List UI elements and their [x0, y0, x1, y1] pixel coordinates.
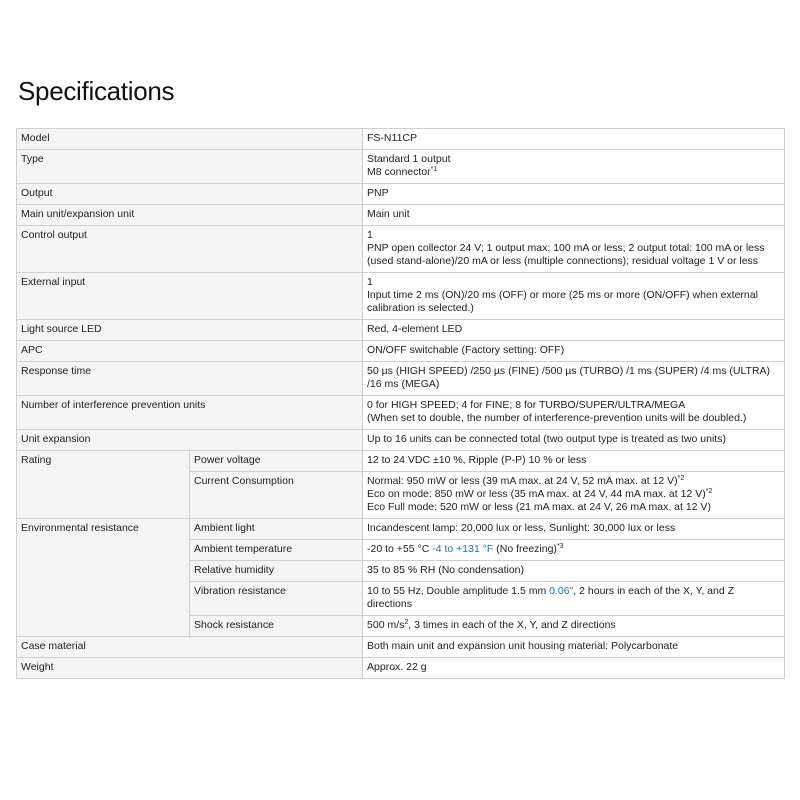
vibration-text-2: , 2 hours in each of the X, Y, and Z directions [367, 585, 735, 610]
table-row [17, 273, 785, 320]
sub-label-ambient-light: Ambient light [190, 519, 363, 540]
sub-label-shock: Shock resistance [190, 616, 363, 637]
shock-text: 500 m/s [367, 619, 405, 631]
row-value-type [363, 150, 785, 184]
row-label-weight: Weight [17, 658, 363, 679]
sub-label-current-consumption: Current Consumption [190, 472, 363, 519]
sub-label-power-voltage: Power voltage [190, 451, 363, 472]
sub-label-vibration: Vibration resistance [190, 582, 363, 616]
row-value-light-source: Red, 4-element LED [363, 320, 785, 341]
row-value-control-output [363, 226, 785, 273]
temp-celsius: -20 to +55 °C [367, 543, 433, 555]
consumption-normal [367, 475, 780, 488]
specifications-table [16, 128, 785, 679]
row-value-weight: Approx. 22 g [363, 658, 785, 679]
consumption-eco-full: Eco Full mode: 520 mW or less (21 mA max. at 24 V, 26 mA max. at 12 V) [367, 501, 711, 513]
table-row [17, 205, 785, 226]
table-row [17, 184, 785, 205]
temp-note: (No freezing) [493, 543, 557, 555]
table-row [17, 519, 785, 540]
row-label-environmental: Environmental resistance [17, 519, 190, 637]
external-input-line-1: 1 [367, 276, 373, 288]
row-value-ambient-light: Incandescent lamp: 20,000 lux or less, Sunlight: 30,000 lux or less [363, 519, 785, 540]
sub-label-ambient-temperature: Ambient temperature [190, 540, 363, 561]
footnote-marker: *1 [430, 166, 438, 173]
row-label-light-source: Light source LED [17, 320, 363, 341]
row-value-vibration [363, 582, 785, 616]
row-label-response-time: Response time [17, 362, 363, 396]
row-value-power-voltage: 12 to 24 VDC ±10 %, Ripple (P-P) 10 % or less [363, 451, 785, 472]
row-value-current-consumption [363, 472, 785, 519]
type-line-2 [367, 166, 780, 179]
control-output-line-1: 1 [367, 229, 373, 241]
footnote-marker: *2 [705, 488, 713, 495]
row-value-apc: ON/OFF switchable (Factory setting: OFF) [363, 341, 785, 362]
table-row [17, 430, 785, 451]
table-row [17, 129, 785, 150]
row-value-response-time: 50 µs (HIGH SPEED) /250 µs (FINE) /500 µs (TURBO) /1 ms (SUPER) /4 ms (ULTRA) /16 ms (MEGA) [363, 362, 785, 396]
row-label-external-input: External input [17, 273, 363, 320]
row-value-output: PNP [363, 184, 785, 205]
shock-text-2: , 3 times in each of the X, Y, and Z directions [408, 619, 616, 631]
row-value-interference [363, 396, 785, 430]
interference-line-2: (When set to double, the number of interference-prevention units will be doubled.) [367, 412, 747, 424]
table-row [17, 341, 785, 362]
consumption-eco-on [367, 488, 780, 501]
footnote-marker: *3 [556, 543, 564, 550]
row-value-external-input [363, 273, 785, 320]
row-label-apc: APC [17, 341, 363, 362]
row-label-main-unit: Main unit/expansion unit [17, 205, 363, 226]
row-label-control-output: Control output [17, 226, 363, 273]
table-row [17, 396, 785, 430]
table-row [17, 637, 785, 658]
vibration-text: 10 to 55 Hz, Double amplitude 1.5 mm [367, 585, 550, 597]
row-value-unit-expansion: Up to 16 units can be connected total (two output type is treated as two units) [363, 430, 785, 451]
consumption-eco-on-text: Eco on mode: 850 mW or less (35 mA max. at 24 V, 44 mA max. at 12 V) [367, 488, 706, 500]
row-label-output: Output [17, 184, 363, 205]
row-label-model: Model [17, 129, 363, 150]
table-row [17, 451, 785, 472]
footnote-marker: *2 [677, 475, 685, 482]
table-row [17, 320, 785, 341]
table-row [17, 658, 785, 679]
table-row [17, 362, 785, 396]
shock-exponent: 2 [404, 619, 409, 626]
row-label-interference: Number of interference prevention units [17, 396, 363, 430]
row-label-type: Type [17, 150, 363, 184]
vibration-inch: 0.06" [549, 585, 574, 597]
table-row [17, 226, 785, 273]
consumption-normal-text: Normal: 950 mW or less (39 mA max. at 24 V, 52 mA max. at 12 V) [367, 475, 678, 487]
row-value-shock [363, 616, 785, 637]
temp-fahrenheit: -4 to +131 °F [432, 543, 494, 555]
row-label-unit-expansion: Unit expansion [17, 430, 363, 451]
row-value-main-unit: Main unit [363, 205, 785, 226]
interference-line-1: 0 for HIGH SPEED; 4 for FINE; 8 for TURBO/SUPER/ULTRA/MEGA [367, 399, 686, 411]
table-row [17, 150, 785, 184]
control-output-line-2: PNP open collector 24 V; 1 output max: 100 mA or less; 2 output total: 100 mA or less (used stand-alone)/20 mA or less (multiple connections); residual voltage 1 V or less [367, 242, 765, 267]
type-line-2-text: M8 connector [367, 166, 431, 178]
page-title: Specifications [18, 76, 175, 106]
sub-label-relative-humidity: Relative humidity [190, 561, 363, 582]
row-value-model: FS-N11CP [363, 129, 785, 150]
row-value-relative-humidity: 35 to 85 % RH (No condensation) [363, 561, 785, 582]
row-label-case-material: Case material [17, 637, 363, 658]
row-value-case-material: Both main unit and expansion unit housing material: Polycarbonate [363, 637, 785, 658]
row-label-rating: Rating [17, 451, 190, 519]
external-input-line-2: Input time 2 ms (ON)/20 ms (OFF) or more (25 ms or more (ON/OFF) when external calibration is selected.) [367, 289, 758, 314]
row-value-ambient-temperature [363, 540, 785, 561]
type-line-1: Standard 1 output [367, 153, 451, 165]
